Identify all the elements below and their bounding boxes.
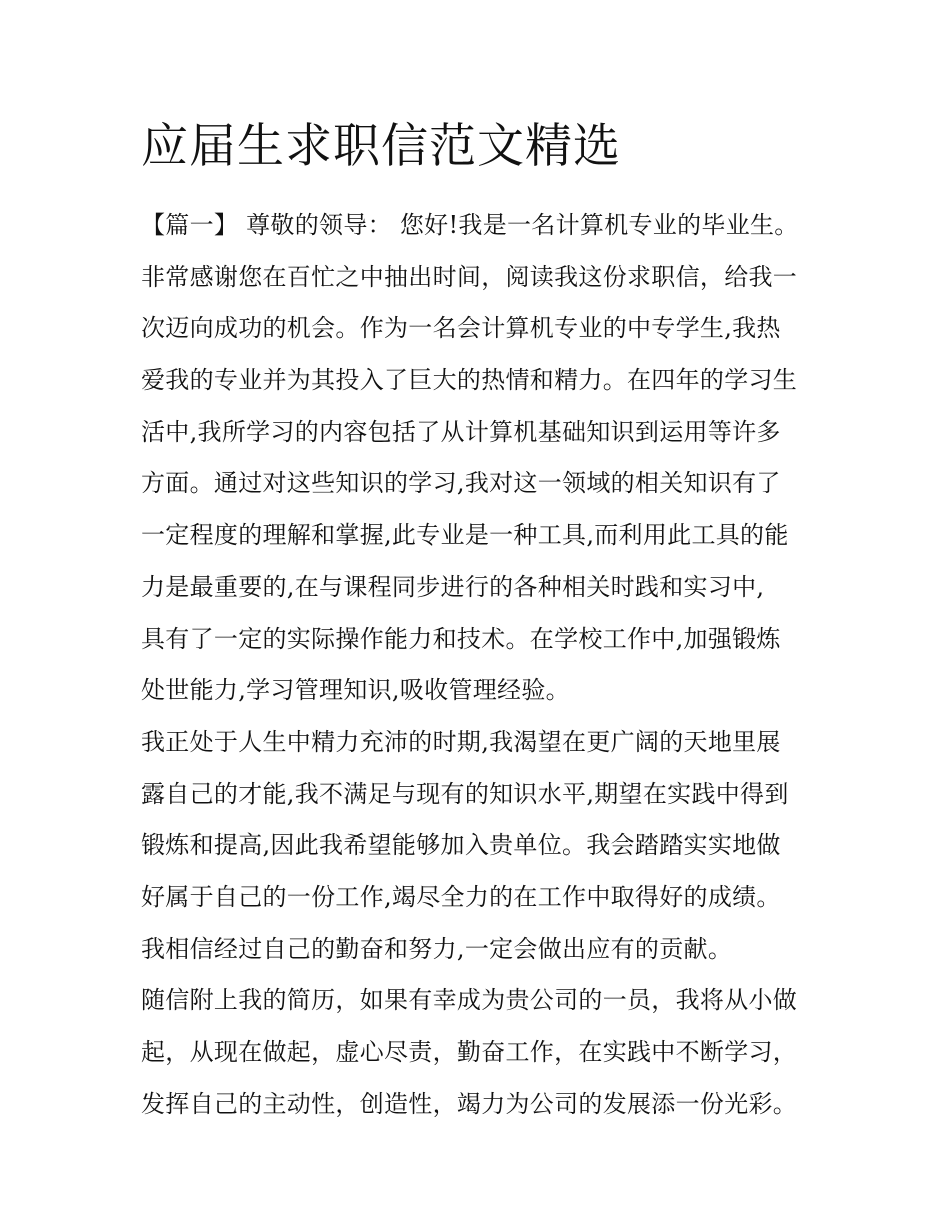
text-line: 力是最重要的,在与课程同步进行的各种相关时践和实习中, [141,572,765,601]
text-line: 我正处于人生中精力充沛的时期,我渴望在更广阔的天地里展 [141,727,781,756]
text-line: 次迈向成功的机会。作为一名会计算机专业的中专学生,我热 [141,314,781,343]
text-line: 处世能力,学习管理知识,吸收管理经验。 [141,676,570,705]
text-line: 一定程度的理解和掌握,此专业是一种工具,而利用此工具的能 [141,521,789,550]
page-title: 应届生求职信范文精选 [141,119,621,174]
text-line: 发挥自己的主动性，创造性，竭力为公司的发展添一份光彩。 [141,1089,798,1118]
text-line: 活中,我所学习的内容包括了从计算机基础知识到运用等许多 [141,417,781,446]
text-line: 随信附上我的简历，如果有幸成为贵公司的一员，我将从小做 [141,986,798,1015]
letter-body [141,200,831,1130]
text-line: 非常感谢您在百忙之中抽出时间，阅读我这份求职信，给我一 [141,262,798,291]
text-line: 【篇一】 尊敬的领导： 您好!我是一名计算机专业的毕业生。 [141,211,799,239]
text-line: 露自己的才能,我不满足与现有的知识水平,期望在实践中得到 [141,779,789,808]
text-line: 锻炼和提高,因此我希望能够加入贵单位。我会踏踏实实地做 [141,831,781,860]
text-line: 我相信经过自己的勤奋和努力,一定会做出应有的贡献。 [141,934,733,963]
text-line: 好属于自己的一份工作,竭尽全力的在工作中取得好的成绩。 [141,882,781,911]
text-line: 爱我的专业并为其投入了巨大的热情和精力。在四年的学习生 [141,366,798,395]
text-line: 起，从现在做起，虚心尽责，勤奋工作，在实践中不断学习， [141,1038,798,1066]
text-line: 具有了一定的实际操作能力和技术。在学校工作中,加强锻炼 [141,624,781,653]
text-line: 方面。通过对这些知识的学习,我对这一领域的相关知识有了 [141,469,781,498]
